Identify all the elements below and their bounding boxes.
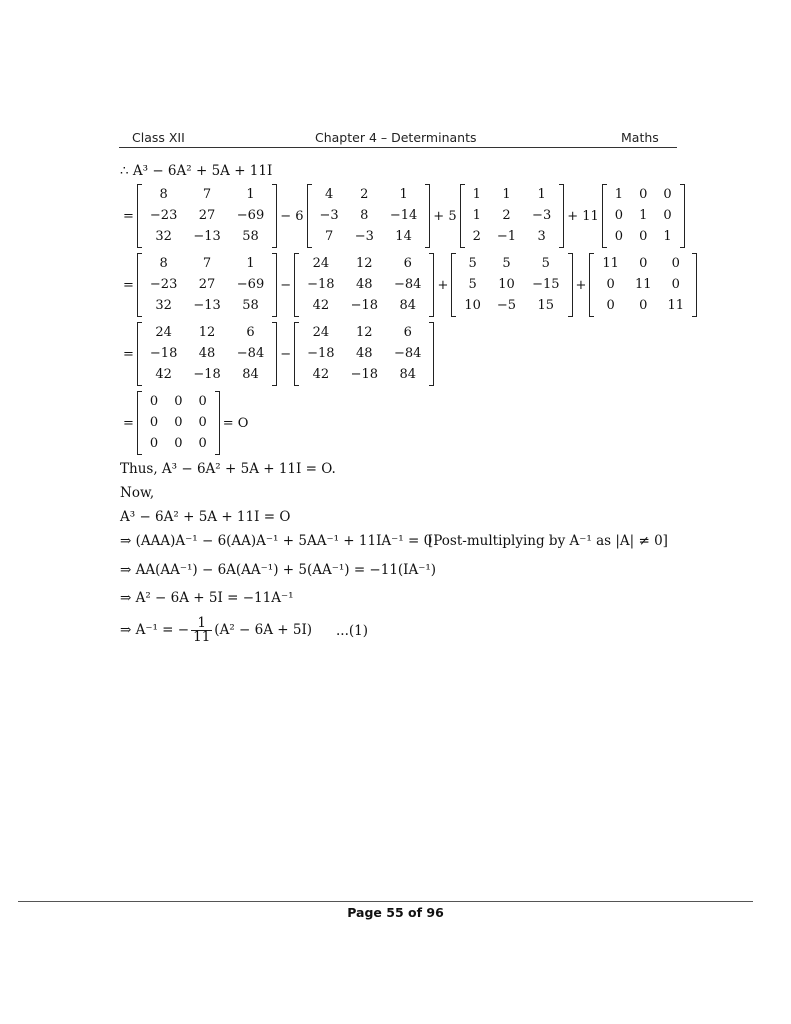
matrix-cell: 0 [174, 393, 183, 409]
matrix-cell: 11 [602, 255, 619, 271]
matrix-cell: −3 [532, 207, 552, 223]
matrix [307, 184, 431, 248]
equals-sign: = [123, 277, 134, 293]
matrix-row [607, 227, 680, 248]
matrix-cell: 1 [472, 207, 481, 223]
matrix-row [299, 365, 429, 386]
matrix-grid [142, 253, 272, 317]
matrix-grid [142, 391, 215, 455]
matrix-row [312, 205, 426, 226]
matrix-cell: 6 [246, 324, 255, 340]
matrix-cell: 0 [149, 436, 159, 452]
matrix-cell: −69 [236, 207, 265, 223]
matrix-row [312, 227, 426, 248]
matrix [137, 184, 277, 248]
matrix-cell: −23 [149, 276, 178, 292]
matrix-row [142, 412, 215, 433]
operator: + [575, 277, 587, 293]
matrix-cell: 42 [312, 367, 330, 383]
step-1: ⇒ (AAA)A⁻¹ − 6(AA)A⁻¹ + 5AA⁻¹ + 11IA⁻¹ = 0 [120, 533, 433, 549]
matrix-row [142, 343, 272, 364]
matrix-cell: −15 [532, 276, 560, 292]
matrix-cell: 42 [312, 298, 330, 314]
matrix-row [142, 365, 272, 386]
matrix-cell: 14 [395, 229, 412, 245]
fraction [191, 617, 212, 644]
step-4-right: (A² − 6A + 5I) [214, 622, 313, 638]
matrix-cell: 2 [502, 207, 511, 223]
equals-sign: = [123, 208, 134, 224]
matrix-cell: 0 [149, 393, 159, 409]
matrix-cell: 0 [614, 207, 624, 223]
matrix-cell: 6 [403, 324, 412, 340]
matrix-cell: 27 [198, 207, 216, 223]
matrix-cell: 2 [360, 186, 369, 202]
header-left: Class XII [132, 130, 185, 145]
matrix-cell: −13 [193, 229, 221, 245]
matrix-row [299, 296, 429, 317]
matrix-row [594, 253, 692, 274]
matrix-cell: 0 [174, 414, 183, 430]
matrix-row [142, 205, 272, 226]
matrix-cell: 84 [399, 298, 416, 314]
matrix-cell: 11 [667, 298, 685, 314]
matrix-row [142, 434, 215, 455]
matrix-cell: 1 [663, 229, 672, 245]
matrix-cell: 8 [159, 186, 168, 202]
matrix [460, 184, 565, 248]
matrix-cell: −84 [394, 345, 422, 361]
matrix-cell: −3 [319, 207, 339, 223]
matrix-row-2 [120, 253, 697, 317]
matrix-row-3 [120, 322, 434, 386]
matrix-cell: 1 [246, 255, 255, 271]
matrix-cell: 0 [614, 229, 624, 245]
matrix-cell: 4 [324, 186, 334, 202]
matrix-cell: 7 [324, 229, 334, 245]
matrix-cell: −18 [149, 345, 178, 361]
matrix-cell: −23 [149, 207, 178, 223]
matrix-cell: 12 [198, 324, 216, 340]
header-divider [119, 147, 677, 148]
matrix-cell: 0 [198, 436, 207, 452]
step-1-note: [Post-multiplying by A⁻¹ as |A| ≠ 0] [428, 533, 668, 549]
matrix-cell: 10 [464, 298, 481, 314]
matrix-cell: 27 [198, 276, 216, 292]
fraction-denominator: 11 [193, 629, 211, 645]
matrix-row [299, 322, 429, 343]
matrix-cell: 32 [155, 229, 172, 245]
matrix-cell: −1 [496, 229, 517, 245]
matrix-cell: 15 [537, 298, 555, 314]
matrix-cell: −18 [350, 367, 378, 383]
matrix-cell: 84 [399, 367, 416, 383]
operator: + 5 [433, 208, 457, 224]
matrix-cell: 0 [198, 393, 207, 409]
equals-sign: = [123, 346, 134, 362]
matrix-cell: 5 [541, 255, 550, 271]
matrix-cell: 0 [671, 276, 680, 292]
matrix-cell: −3 [354, 229, 374, 245]
matrix-cell: 1 [472, 186, 481, 202]
matrix-cell: 5 [468, 276, 477, 292]
matrix [602, 184, 685, 248]
matrix-cell: 3 [537, 229, 546, 245]
matrix-row [299, 343, 429, 364]
matrix-row [465, 205, 560, 226]
equation-reference: ...(1) [336, 623, 368, 639]
matrix-cell: 0 [198, 414, 207, 430]
therefore-line: ∴ A³ − 6A² + 5A + 11I [120, 163, 273, 179]
matrix-row-4 [120, 391, 251, 455]
matrix-row [456, 296, 567, 317]
matrix-cell: −18 [350, 298, 378, 314]
matrix-row [594, 274, 692, 295]
equals-sign: = [123, 415, 134, 431]
matrix-grid [465, 184, 560, 248]
matrix-cell: 0 [639, 298, 648, 314]
page-number: Page 55 of 96 [347, 905, 444, 920]
matrix-cell: 1 [502, 186, 511, 202]
matrix-cell: 1 [246, 186, 255, 202]
matrix-grid [456, 253, 567, 317]
matrix-row [142, 184, 272, 205]
matrix-cell: −14 [389, 207, 418, 223]
matrix [137, 322, 277, 386]
matrix-grid [594, 253, 692, 317]
matrix-cell: 48 [356, 345, 373, 361]
matrix-cell: 32 [155, 298, 172, 314]
zero-matrix [137, 391, 220, 455]
matrix-cell: −18 [193, 367, 221, 383]
matrix-cell: 7 [202, 255, 212, 271]
matrix-cell: −69 [236, 276, 265, 292]
matrix-row-1 [120, 184, 685, 248]
matrix-grid [312, 184, 426, 248]
matrix-cell: −84 [394, 276, 422, 292]
matrix-row [465, 227, 560, 248]
matrix-cell: 2 [472, 229, 481, 245]
matrix-cell: 0 [671, 255, 680, 271]
matrix-cell: 42 [155, 367, 172, 383]
matrix-row [142, 322, 272, 343]
operator: − [280, 346, 292, 362]
operator: − 6 [280, 208, 304, 224]
step-4 [120, 617, 312, 644]
matrix-row [607, 205, 680, 226]
matrix-row [142, 296, 272, 317]
matrix-cell: 0 [639, 255, 648, 271]
matrix-cell: −84 [236, 345, 265, 361]
matrix-row [607, 184, 680, 205]
matrix-cell: 0 [639, 229, 648, 245]
matrix-cell: 0 [606, 298, 615, 314]
matrix-cell: 48 [198, 345, 216, 361]
matrix [137, 253, 277, 317]
matrix-cell: 7 [202, 186, 212, 202]
matrix-cell: 8 [159, 255, 168, 271]
operator: + [437, 277, 449, 293]
matrix [451, 253, 572, 317]
matrix-cell: 84 [242, 367, 259, 383]
matrix-cell: 24 [312, 255, 330, 271]
matrix-cell: 58 [242, 298, 259, 314]
matrix-cell: 24 [155, 324, 172, 340]
header-right: Maths [621, 130, 659, 145]
matrix-cell: −13 [193, 298, 221, 314]
matrix [589, 253, 697, 317]
matrix-grid [142, 322, 272, 386]
matrix-row [465, 184, 560, 205]
thus-line: Thus, A³ − 6A² + 5A + 11I = O. [120, 461, 336, 477]
matrix-cell: 24 [312, 324, 330, 340]
matrix [294, 322, 434, 386]
matrix-cell: 0 [663, 207, 672, 223]
matrix-grid [299, 322, 429, 386]
step-2: ⇒ AA(AA⁻¹) − 6A(AA⁻¹) + 5(AA⁻¹) = −11(IA⁻¹) [120, 562, 437, 578]
matrix-cell: −5 [496, 298, 517, 314]
matrix-cell: 0 [606, 276, 615, 292]
step-3: ⇒ A² − 6A + 5I = −11A⁻¹ [120, 590, 294, 606]
matrix-cell: 12 [356, 324, 373, 340]
operator: − [280, 277, 292, 293]
matrix-row [142, 391, 215, 412]
matrix-cell: 11 [634, 276, 652, 292]
matrix-row [142, 227, 272, 248]
matrix-row [142, 253, 272, 274]
matrix-row [312, 184, 426, 205]
matrix-cell: −18 [307, 345, 335, 361]
matrix-cell: 8 [360, 207, 369, 223]
matrix-cell: 5 [502, 255, 511, 271]
matrix-row [594, 296, 692, 317]
matrix-cell: 5 [468, 255, 477, 271]
matrix-row [142, 274, 272, 295]
matrix-grid [607, 184, 680, 248]
matrix-cell: 58 [242, 229, 259, 245]
matrix-cell: 1 [399, 186, 408, 202]
fraction-numerator: 1 [191, 617, 212, 631]
matrix-grid [299, 253, 429, 317]
now-line: Now, [120, 485, 155, 501]
matrix-row [299, 274, 429, 295]
matrix-grid [142, 184, 272, 248]
footer-divider [18, 901, 753, 902]
matrix-cell: 0 [149, 414, 159, 430]
operator: + 11 [567, 208, 599, 224]
matrix-cell: 1 [639, 207, 648, 223]
header-center: Chapter 4 – Determinants [315, 130, 477, 145]
matrix-row [456, 253, 567, 274]
matrix-cell: 0 [663, 186, 672, 202]
matrix [294, 253, 434, 317]
matrix-cell: 12 [356, 255, 373, 271]
matrix-cell: 0 [639, 186, 648, 202]
matrix-cell: 1 [614, 186, 624, 202]
matrix-row [299, 253, 429, 274]
matrix-cell: 6 [403, 255, 412, 271]
matrix-cell: −18 [307, 276, 335, 292]
matrix-cell: 1 [537, 186, 546, 202]
result-label: = O [222, 415, 249, 431]
matrix-cell: 10 [498, 276, 515, 292]
matrix-cell: 0 [174, 436, 183, 452]
step-4-left: ⇒ A⁻¹ = − [120, 622, 190, 638]
matrix-cell: 48 [356, 276, 373, 292]
matrix-row [456, 274, 567, 295]
equation-line: A³ − 6A² + 5A + 11I = O [120, 509, 291, 525]
